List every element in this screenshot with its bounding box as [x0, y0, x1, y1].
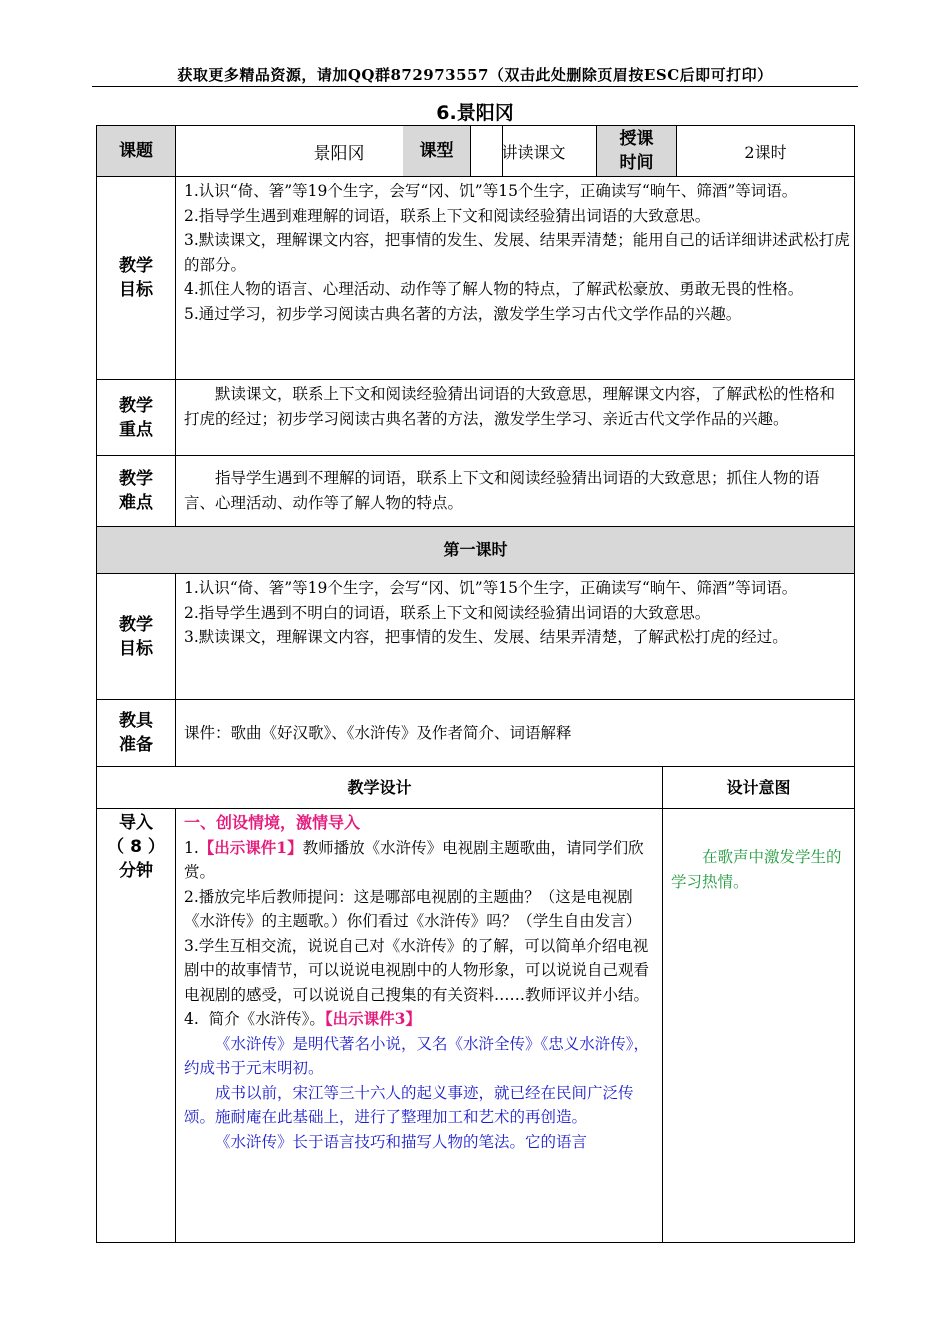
- intro-intent: [663, 809, 854, 1242]
- goal-item: 4.抓住人物的语言、心理活动、动作等了解人物的特点，了解武松豪放、勇敢无畏的性格。: [184, 280, 804, 298]
- topic-value: 景阳冈: [176, 126, 503, 177]
- topic-label: 课题: [97, 126, 176, 177]
- first-lesson-goal-item: 3.默读课文，理解课文内容，把事情的发生、发展、结果弄清楚，了解武松打虎的经过。: [184, 628, 788, 646]
- tools-label: [97, 700, 176, 767]
- tools-text: 课件：歌曲《好汉歌》、《水浒传》及作者简介、词语解释: [184, 723, 572, 742]
- header-rule: [92, 86, 858, 87]
- focus-label-line1: 教学: [119, 395, 153, 416]
- water-margin-intro-1: 《水浒传》是明代著名小说，又名《水浒全传》《忠义水浒传》，约成书于元末明初。: [184, 1034, 650, 1077]
- hours-label: [597, 126, 677, 177]
- focus-label-line2: 重点: [119, 419, 153, 440]
- first-lesson-goals-label-line1: 教学: [119, 614, 153, 635]
- goal-item: 2.指导学生遇到难理解的词语，联系上下文和阅读经验猜出词语的大致意思。: [184, 206, 711, 225]
- tools-label-line1: 教具: [119, 711, 153, 731]
- type-label: 课型: [403, 126, 471, 177]
- intro-label-line3: 分钟: [119, 861, 153, 881]
- intro-content: [176, 809, 663, 1242]
- first-lesson-goal-item: 2.指导学生遇到不明白的词语，联系上下文和阅读经验猜出词语的大致意思。: [184, 603, 711, 622]
- focus-text: 默读课文，联系上下文和阅读经验猜出词语的大致意思，理解课文内容，了解武松的性格和打虎的经过；初步学习阅读古典名著的方法，激发学生学习、亲近古代文学作品的兴趣。: [184, 385, 836, 428]
- goal-item: 5.通过学习，初步学习阅读古典名著的方法，激发学生学习古代文学作品的兴趣。: [184, 304, 742, 323]
- tools-content: [176, 700, 854, 767]
- design-header-right: 设计意图: [663, 767, 854, 809]
- intro-step-4: [184, 1007, 660, 1032]
- page-header-note: 获取更多精品资源，请加QQ群872973557（双击此处删除页眉按ESC后即可打印）: [177, 66, 773, 84]
- first-lesson-goals-label-line2: 目标: [119, 638, 153, 659]
- tools-label-line2: 准备: [119, 735, 153, 755]
- hours-value: 2课时: [677, 126, 854, 177]
- courseware-tag-1: 【出示课件1】: [198, 837, 303, 857]
- intro-label-line2: （ 8 ）: [107, 837, 165, 857]
- intro-step-2: 2.播放完毕后教师提问：这是哪部电视剧的主题曲？（这是电视剧《水浒传》的主题歌。）你们看过《水浒传》吗？（学生自由发言）: [184, 887, 642, 930]
- focus-label: [97, 380, 176, 456]
- intro-label-stack: [97, 809, 175, 883]
- step1-prefix: 1.: [184, 838, 199, 857]
- goals-label: [97, 177, 176, 380]
- first-lesson-goals-content: [176, 574, 854, 700]
- focus-content: [176, 380, 854, 456]
- water-margin-intro-3: 《水浒传》长于语言技巧和描写人物的笔法。它的语言: [215, 1132, 588, 1151]
- goal-item: 1.认识“倚、箸”等19个生字，会写“冈、饥”等15个生字，正确读写“晌午、筛酒”等词语。: [184, 182, 798, 200]
- step4-prefix: 4. 简介《水浒传》。: [184, 1010, 325, 1028]
- first-lesson-goal-item: 1.认识“倚、箸”等19个生字，会写“冈、饥”等15个生字，正确读写“晌午、筛酒”等词语。: [184, 579, 798, 597]
- intro-step-1: [184, 836, 660, 885]
- goal-item: 3.默读课文，理解课文内容，把事情的发生、发展、结果弄清楚；能用自己的话详细讲述武松打虎的部分。: [184, 231, 850, 274]
- intro-label-line1: 导入: [119, 813, 153, 833]
- difficulty-text: 指导学生遇到不理解的词语，联系上下文和阅读经验猜出词语的大致意思；抓住人物的语言、心理活动、动作等了解人物的特点。: [184, 469, 820, 512]
- difficulty-label-line2: 难点: [119, 493, 153, 513]
- type-value: 讲读课文: [471, 126, 597, 177]
- goals-label-line1: 教学: [119, 256, 153, 276]
- courseware-tag-3: 【出示课件3】: [324, 1009, 421, 1028]
- difficulty-content: [176, 456, 854, 527]
- goals-label-line2: 目标: [119, 280, 153, 300]
- intro-step-3: 3.学生互相交流，说说自己对《水浒传》的了解，可以简单介绍电视剧中的故事情节，可以说说电视剧中的人物形象，可以说说自己观看电视剧的感受，可以说说自己搜集的有关资料……教师评议并小结。: [184, 936, 650, 1004]
- first-lesson-heading: 第一课时: [97, 527, 854, 574]
- intro-label: [97, 809, 176, 1242]
- intro-section-title: 一、创设情境，激情导入: [184, 813, 361, 832]
- hours-label-line1: 授课: [619, 129, 654, 149]
- hours-label-line2: 时间: [619, 153, 654, 173]
- difficulty-label-line1: 教学: [119, 469, 153, 489]
- lesson-plan-table: [96, 125, 855, 1243]
- water-margin-intro-2: 成书以前，宋江等三十六人的起义事迹，就已经在民间广泛传颂。施耐庵在此基础上，进行了整理加工和艺术的再创造。: [184, 1083, 634, 1126]
- goals-content: [176, 177, 854, 380]
- design-header-left: 教学设计: [97, 767, 663, 809]
- first-lesson-goals-label: [97, 574, 176, 700]
- step1-text: 教师播放《水浒传》电视剧主题歌曲，请同学们欣赏。: [184, 838, 644, 881]
- intro-intent-text: 在歌声中激发学生的学习热情。: [671, 848, 842, 891]
- lesson-title: 6.景阳冈: [436, 102, 514, 124]
- difficulty-label: [97, 456, 176, 527]
